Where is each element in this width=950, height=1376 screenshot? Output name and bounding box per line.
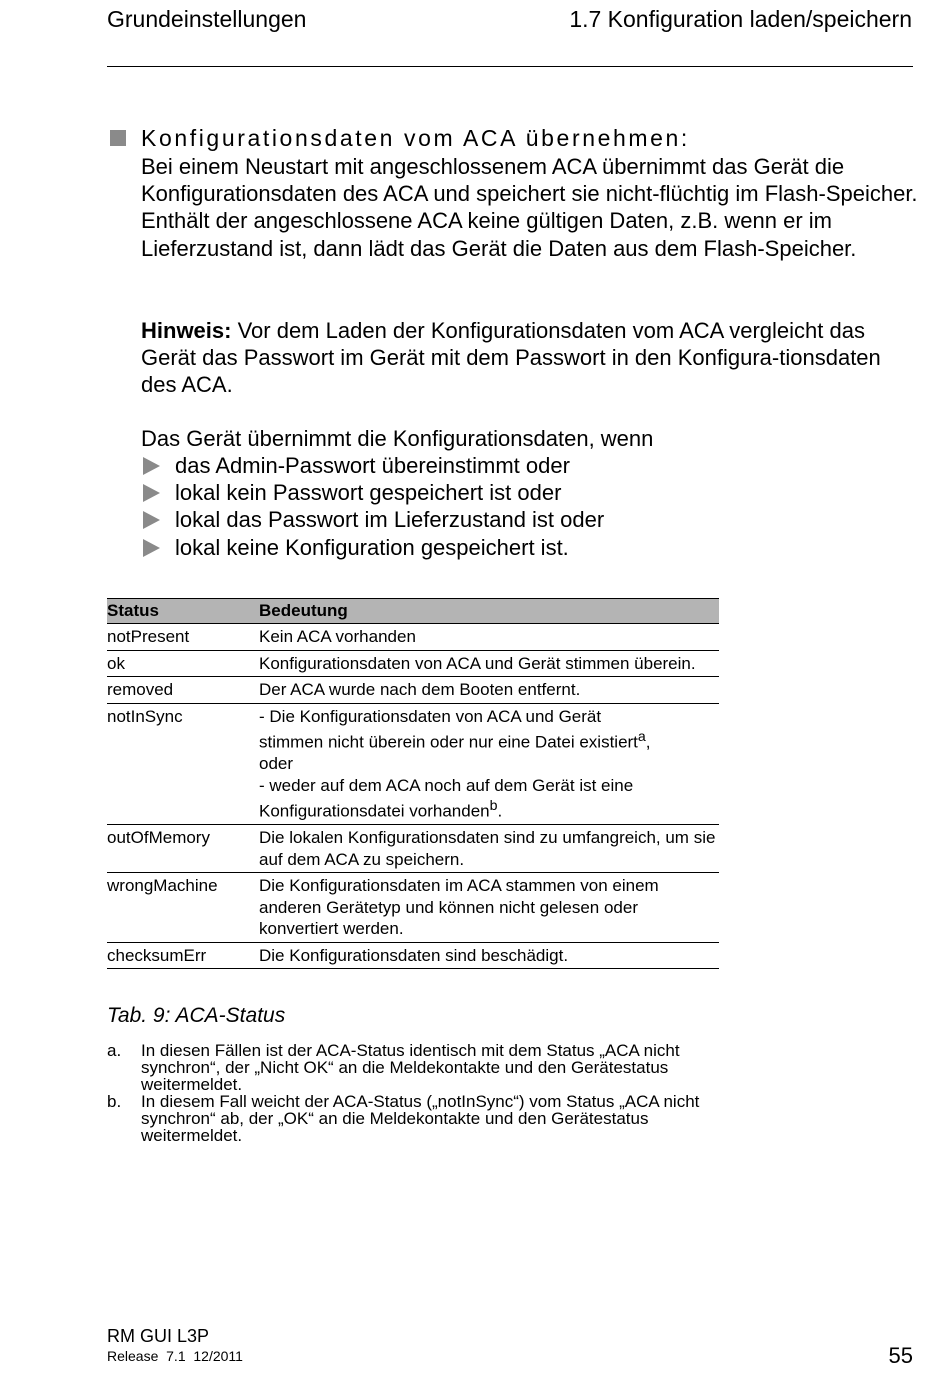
triangle-bullet-icon bbox=[143, 511, 160, 529]
note-text: Vor dem Laden der Konfigurationsdaten vom ACA vergleicht das Gerät das Passwort im Gerät mit dem Passwort in den Konfigura-tionsdaten des ACA. bbox=[141, 318, 881, 398]
conditions-list bbox=[141, 452, 604, 561]
meaning-line bbox=[259, 727, 719, 753]
triangle-bullet-icon bbox=[143, 457, 160, 475]
running-header-section: 1.7 Konfiguration laden/speichern bbox=[569, 6, 912, 32]
list-item bbox=[141, 534, 604, 561]
meaning-cell bbox=[259, 703, 719, 825]
section-paragraph: Bei einem Neustart mit angeschlossenem ACA übernimmt das Gerät die Konfigurationsdaten des ACA und speichert sie nicht-flüchtig im Flash-Speicher. Enthält der angeschlossene ACA keine gültigen Daten, z.B. wenn er im Lieferzustand ist, dann lädt das Gerät die Daten aus dem Flash-Speicher. bbox=[141, 154, 918, 261]
status-cell: ok bbox=[107, 650, 259, 677]
table-row bbox=[107, 942, 719, 969]
table-caption: Tab. 9: ACA-Status bbox=[107, 1004, 286, 1027]
list-item bbox=[141, 506, 604, 533]
triangle-bullet-icon bbox=[143, 484, 160, 502]
footnote-b bbox=[107, 1094, 722, 1144]
meaning-line bbox=[259, 796, 719, 822]
status-cell: checksumErr bbox=[107, 942, 259, 969]
meaning-text: . bbox=[497, 801, 503, 821]
meaning-line: oder bbox=[259, 754, 294, 774]
footnote-text: In diesem Fall weicht der ACA-Status („notInSync“) vom Status „ACA nicht synchron“ ab, der „OK“ an die Meldekontakte und den Gerätestatus weitermeldet. bbox=[141, 1092, 700, 1145]
meaning-cell: Die lokalen Konfigurationsdaten sind zu umfangreich, um sie auf dem ACA zu speichern. bbox=[259, 825, 719, 873]
status-cell: notPresent bbox=[107, 624, 259, 651]
footnote-text: In diesen Fällen ist der ACA-Status identisch mit dem Status „ACA nicht synchron“, der „Nicht OK“ an die Meldekontakte und den Gerätestatus weitermeldet. bbox=[141, 1041, 680, 1094]
status-cell: wrongMachine bbox=[107, 873, 259, 943]
meaning-cell: Konfigurationsdaten von ACA und Gerät stimmen überein. bbox=[259, 650, 719, 677]
conditions-intro: Das Gerät übernimmt die Konfigurationsdaten, wenn bbox=[141, 426, 654, 451]
meaning-cell: Die Konfigurationsdaten sind beschädigt. bbox=[259, 942, 719, 969]
footnote-label: b. bbox=[107, 1092, 122, 1111]
footnote-a bbox=[107, 1043, 722, 1093]
running-header-chapter: Grundeinstellungen bbox=[107, 6, 307, 32]
table-row bbox=[107, 825, 719, 873]
column-header-status: Status bbox=[107, 599, 259, 624]
meaning-text: , bbox=[645, 732, 651, 752]
list-item-text: lokal keine Konfiguration gespeichert ist. bbox=[175, 534, 569, 560]
list-item bbox=[141, 452, 604, 479]
footnote-ref-a: a bbox=[637, 729, 646, 745]
column-header-meaning: Bedeutung bbox=[259, 599, 719, 624]
footer-release: Release 7.1 12/2011 bbox=[107, 1348, 243, 1364]
table-header-row bbox=[107, 599, 719, 624]
note-label: Hinweis: bbox=[141, 318, 232, 343]
footnote-label: a. bbox=[107, 1041, 122, 1060]
table-row bbox=[107, 677, 719, 704]
footnote-ref-b: b bbox=[489, 798, 498, 815]
header-rule bbox=[107, 66, 913, 67]
meaning-line: - weder auf dem ACA noch auf dem Gerät ist eine bbox=[259, 775, 634, 795]
list-item-text: lokal das Passwort im Lieferzustand ist oder bbox=[175, 507, 605, 533]
status-cell: removed bbox=[107, 677, 259, 704]
meaning-cell: Der ACA wurde nach dem Booten entfernt. bbox=[259, 677, 719, 704]
list-item-text: das Admin-Passwort übereinstimmt oder bbox=[175, 453, 570, 478]
meaning-text: stimmen nicht überein oder nur eine Datei existiert bbox=[259, 732, 638, 752]
square-bullet-icon bbox=[110, 130, 126, 146]
table-row bbox=[107, 873, 719, 943]
meaning-text: Konfigurationsdatei vorhanden bbox=[259, 801, 490, 821]
page-number: 55 bbox=[888, 1343, 913, 1368]
status-cell: notInSync bbox=[107, 703, 259, 825]
aca-status-table bbox=[107, 598, 719, 969]
meaning-line: - Die Konfigurationsdaten von ACA und Gerät bbox=[259, 706, 602, 726]
table-row bbox=[107, 650, 719, 677]
triangle-bullet-icon bbox=[143, 539, 160, 557]
list-item bbox=[141, 479, 604, 506]
meaning-cell: Die Konfigurationsdaten im ACA stammen von einem anderen Gerätetyp und können nicht gelesen oder konvertiert werden. bbox=[259, 873, 719, 943]
table-row bbox=[107, 703, 719, 825]
footer-title: RM GUI L3P bbox=[107, 1326, 210, 1346]
meaning-cell: Kein ACA vorhanden bbox=[259, 624, 719, 651]
status-cell: outOfMemory bbox=[107, 825, 259, 873]
section-title: Konfigurationsdaten vom ACA übernehmen: bbox=[141, 125, 690, 151]
table-row bbox=[107, 624, 719, 651]
note-paragraph bbox=[141, 317, 921, 399]
list-item-text: lokal kein Passwort gespeichert ist oder bbox=[175, 480, 562, 506]
